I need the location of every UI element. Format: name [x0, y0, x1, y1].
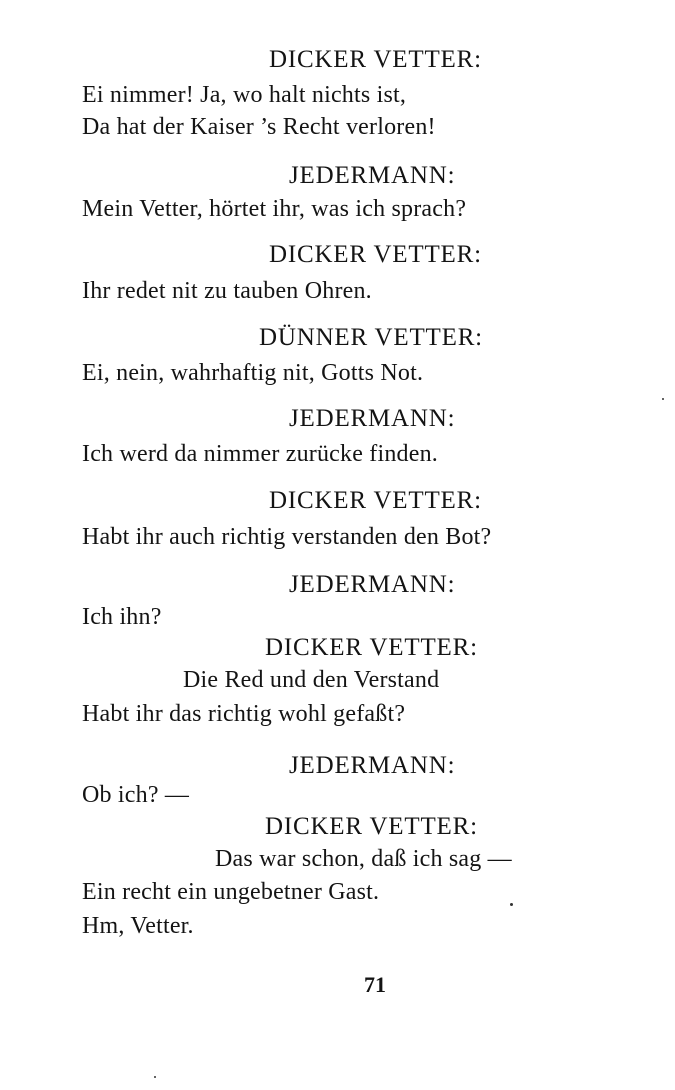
verse-line: Ich ihn?: [82, 604, 162, 630]
speaker-label: JEDERMANN:: [289, 405, 456, 432]
verse-line: Hm, Vetter.: [82, 913, 194, 939]
print-speck: [662, 398, 664, 400]
print-speck: [510, 903, 513, 906]
speaker-label: JEDERMANN:: [289, 162, 456, 189]
verse-line: Mein Vetter, hörtet ihr, was ich sprach?: [82, 196, 467, 222]
speaker-label: JEDERMANN:: [289, 752, 456, 779]
verse-line: Habt ihr auch richtig verstanden den Bot?: [82, 524, 492, 550]
verse-line: Das war schon, daß ich sag —: [215, 846, 512, 872]
verse-line: Die Red und den Verstand: [183, 667, 440, 693]
verse-line: Ob ich? —: [82, 782, 190, 808]
verse-line: Ich werd da nimmer zurücke finden.: [82, 441, 438, 467]
verse-line: Habt ihr das richtig wohl gefaßt?: [82, 701, 406, 727]
speaker-label: DÜNNER VETTER:: [259, 324, 483, 351]
speaker-label: DICKER VETTER:: [269, 487, 482, 514]
print-speck: [154, 1076, 156, 1078]
verse-line: Ein recht ein ungebetner Gast.: [82, 879, 380, 905]
verse-line: Ihr redet nit zu tauben Ohren.: [82, 278, 372, 304]
verse-line: Da hat der Kaiser ’s Recht verloren!: [82, 114, 436, 140]
speaker-label: JEDERMANN:: [289, 571, 456, 598]
verse-line: Ei, nein, wahrhaftig nit, Gotts Not.: [82, 360, 424, 386]
verse-line: Ei nimmer! Ja, wo halt nichts ist,: [82, 82, 407, 108]
speaker-label: DICKER VETTER:: [269, 46, 482, 73]
speaker-label: DICKER VETTER:: [269, 241, 482, 268]
speaker-label: DICKER VETTER:: [265, 634, 478, 661]
speaker-label: DICKER VETTER:: [265, 813, 478, 840]
page-number: 71: [364, 972, 386, 997]
